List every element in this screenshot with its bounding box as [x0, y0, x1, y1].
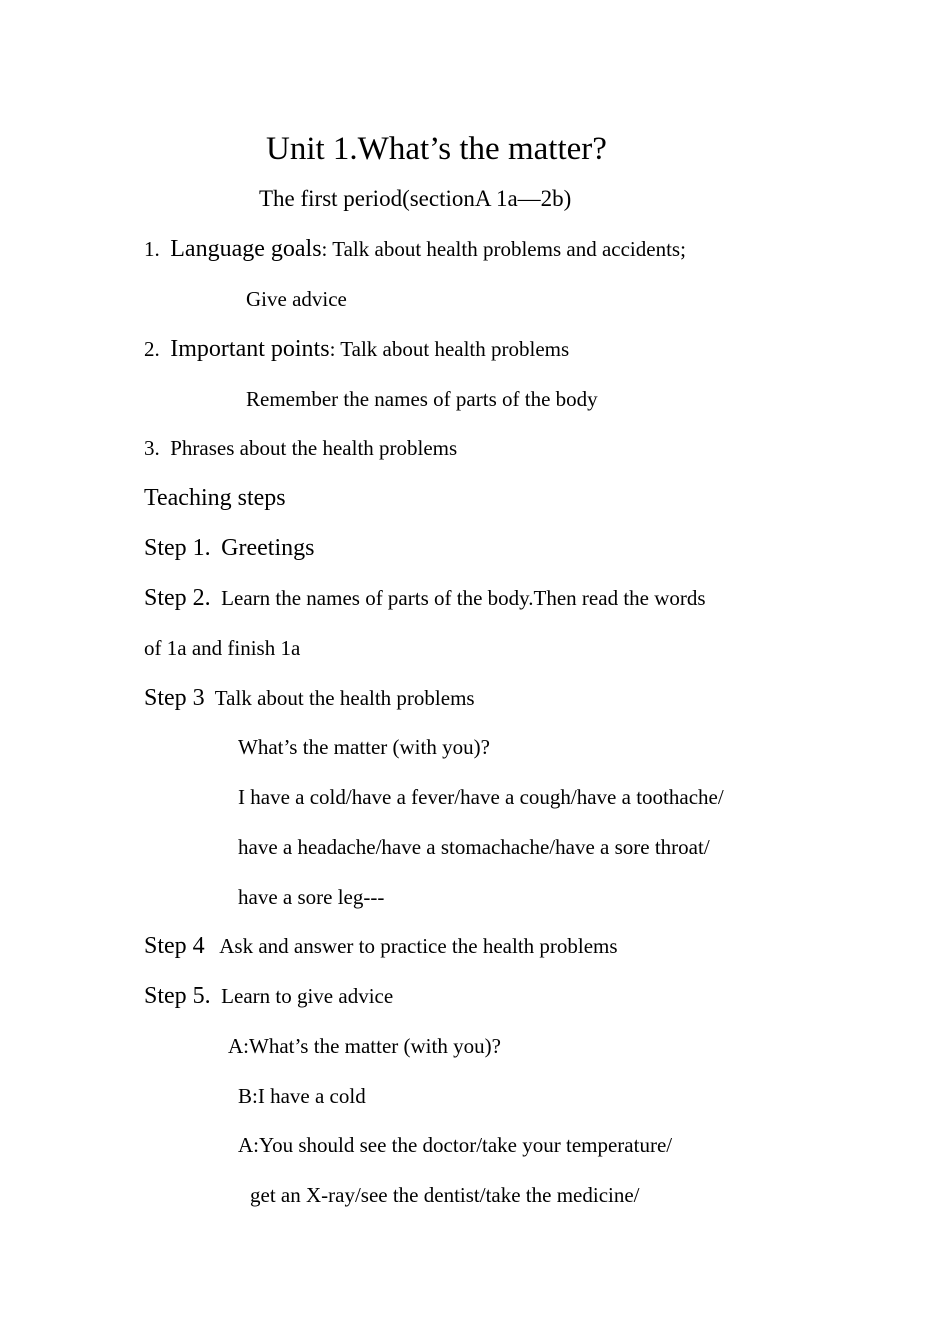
step-label: Step 4 — [144, 933, 205, 959]
step-3-line: What’s the matter (with you)? — [238, 735, 490, 759]
step-3-line: have a sore leg--- — [238, 885, 385, 909]
step-label: Step 3 — [144, 685, 205, 711]
step-3-line: have a headache/have a stomachache/have a sore throat/ — [238, 835, 710, 859]
step-label: Step 5. — [144, 983, 211, 1009]
step-2 — [144, 585, 706, 611]
step-text: Ask and answer to practice the health problems — [219, 934, 618, 958]
step-text: Greetings — [221, 535, 315, 561]
goal-text: : Talk about health problems and accidents; — [321, 237, 686, 261]
dialogue-line: A:What’s the matter (with you)? — [228, 1034, 501, 1058]
goal-label: Language goals — [170, 236, 322, 262]
step-label: Step 1. — [144, 535, 211, 561]
page-title: Unit 1.What’s the matter? — [266, 131, 607, 167]
step-1 — [144, 535, 314, 561]
dialogue-line: B:I have a cold — [238, 1084, 366, 1108]
phrases-number: 3. — [144, 436, 160, 460]
teaching-steps-heading: Teaching steps — [144, 485, 286, 511]
goal-number: 2. — [144, 337, 160, 361]
step-4 — [144, 933, 618, 959]
page-subtitle: The first period(sectionA 1a—2b) — [259, 186, 572, 211]
goal-continuation: Give advice — [246, 287, 347, 311]
step-3 — [144, 685, 475, 711]
step-5 — [144, 983, 393, 1009]
goal-number: 1. — [144, 237, 160, 261]
step-label: Step 2. — [144, 585, 211, 611]
phrases-line — [144, 435, 457, 461]
step-text: Learn the names of parts of the body.Then read the words — [221, 586, 706, 610]
goal-important-points — [144, 336, 569, 362]
step-2-continuation: of 1a and finish 1a — [144, 636, 301, 660]
step-text: Talk about the health problems — [214, 686, 475, 710]
step-3-line: I have a cold/have a fever/have a cough/have a toothache/ — [238, 785, 724, 809]
phrases-text: Phrases about the health problems — [170, 436, 458, 460]
step-text: Learn to give advice — [221, 984, 394, 1008]
goal-continuation: Remember the names of parts of the body — [246, 387, 598, 411]
dialogue-line: A:You should see the doctor/take your temperature/ — [238, 1133, 673, 1157]
goal-text: : Talk about health problems — [329, 337, 570, 361]
dialogue-line: get an X-ray/see the dentist/take the medicine/ — [250, 1183, 640, 1207]
goal-language — [144, 236, 686, 262]
goal-label: Important points — [170, 336, 330, 362]
